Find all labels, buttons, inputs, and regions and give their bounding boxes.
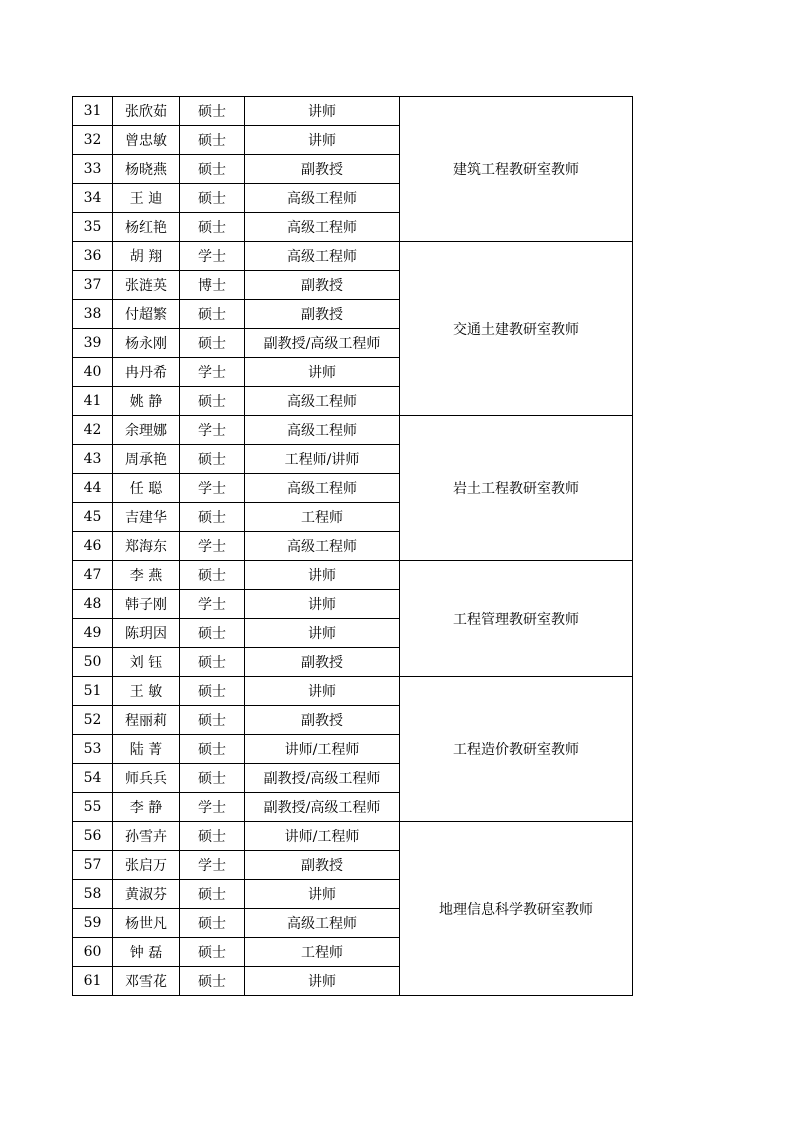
name-cell: 王 敏 — [113, 677, 180, 706]
title-cell: 讲师/工程师 — [245, 735, 400, 764]
title-cell: 讲师 — [245, 97, 400, 126]
name-cell: 李 燕 — [113, 561, 180, 590]
name-cell: 黄淑芬 — [113, 880, 180, 909]
row-number-cell: 48 — [73, 590, 113, 619]
name-cell: 李 静 — [113, 793, 180, 822]
title-cell: 工程师 — [245, 938, 400, 967]
department-cell: 岩土工程教研室教师 — [400, 416, 633, 561]
row-number-cell: 44 — [73, 474, 113, 503]
department-cell: 工程管理教研室教师 — [400, 561, 633, 677]
table-row — [73, 561, 633, 590]
name-cell: 杨晓燕 — [113, 155, 180, 184]
degree-cell: 学士 — [180, 793, 245, 822]
row-number-cell: 57 — [73, 851, 113, 880]
name-cell: 胡 翔 — [113, 242, 180, 271]
degree-cell: 硕士 — [180, 938, 245, 967]
row-number-cell: 45 — [73, 503, 113, 532]
title-cell: 高级工程师 — [245, 909, 400, 938]
title-cell: 副教授 — [245, 706, 400, 735]
degree-cell: 硕士 — [180, 677, 245, 706]
title-cell: 副教授 — [245, 271, 400, 300]
row-number-cell: 36 — [73, 242, 113, 271]
table-row — [73, 822, 633, 851]
title-cell: 讲师 — [245, 590, 400, 619]
title-cell: 讲师 — [245, 126, 400, 155]
row-number-cell: 31 — [73, 97, 113, 126]
degree-cell: 博士 — [180, 271, 245, 300]
name-cell: 杨红艳 — [113, 213, 180, 242]
name-cell: 张涟英 — [113, 271, 180, 300]
row-number-cell: 54 — [73, 764, 113, 793]
degree-cell: 硕士 — [180, 97, 245, 126]
row-number-cell: 42 — [73, 416, 113, 445]
degree-cell: 硕士 — [180, 155, 245, 184]
degree-cell: 学士 — [180, 851, 245, 880]
row-number-cell: 51 — [73, 677, 113, 706]
department-cell: 建筑工程教研室教师 — [400, 97, 633, 242]
title-cell: 讲师/工程师 — [245, 822, 400, 851]
title-cell: 副教授 — [245, 300, 400, 329]
name-cell: 吉建华 — [113, 503, 180, 532]
row-number-cell: 46 — [73, 532, 113, 561]
name-cell: 刘 钰 — [113, 648, 180, 677]
row-number-cell: 34 — [73, 184, 113, 213]
degree-cell: 硕士 — [180, 822, 245, 851]
row-number-cell: 55 — [73, 793, 113, 822]
title-cell: 高级工程师 — [245, 532, 400, 561]
name-cell: 张欣茹 — [113, 97, 180, 126]
name-cell: 冉丹希 — [113, 358, 180, 387]
name-cell: 陆 菁 — [113, 735, 180, 764]
name-cell: 钟 磊 — [113, 938, 180, 967]
name-cell: 程丽莉 — [113, 706, 180, 735]
title-cell: 副教授 — [245, 851, 400, 880]
title-cell: 讲师 — [245, 967, 400, 996]
title-cell: 工程师 — [245, 503, 400, 532]
degree-cell: 硕士 — [180, 213, 245, 242]
title-cell: 讲师 — [245, 561, 400, 590]
name-cell: 郑海东 — [113, 532, 180, 561]
row-number-cell: 41 — [73, 387, 113, 416]
name-cell: 任 聪 — [113, 474, 180, 503]
degree-cell: 硕士 — [180, 126, 245, 155]
name-cell: 张启万 — [113, 851, 180, 880]
title-cell: 高级工程师 — [245, 242, 400, 271]
name-cell: 姚 静 — [113, 387, 180, 416]
row-number-cell: 53 — [73, 735, 113, 764]
row-number-cell: 38 — [73, 300, 113, 329]
degree-cell: 硕士 — [180, 909, 245, 938]
row-number-cell: 49 — [73, 619, 113, 648]
name-cell: 曾忠敏 — [113, 126, 180, 155]
degree-cell: 学士 — [180, 532, 245, 561]
degree-cell: 硕士 — [180, 184, 245, 213]
row-number-cell: 59 — [73, 909, 113, 938]
title-cell: 高级工程师 — [245, 184, 400, 213]
degree-cell: 硕士 — [180, 329, 245, 358]
name-cell: 师兵兵 — [113, 764, 180, 793]
degree-cell: 学士 — [180, 242, 245, 271]
row-number-cell: 56 — [73, 822, 113, 851]
row-number-cell: 35 — [73, 213, 113, 242]
title-cell: 讲师 — [245, 880, 400, 909]
name-cell: 陈玥因 — [113, 619, 180, 648]
title-cell: 讲师 — [245, 358, 400, 387]
title-cell: 讲师 — [245, 677, 400, 706]
department-cell: 交通土建教研室教师 — [400, 242, 633, 416]
degree-cell: 硕士 — [180, 619, 245, 648]
degree-cell: 硕士 — [180, 706, 245, 735]
row-number-cell: 50 — [73, 648, 113, 677]
title-cell: 副教授/高级工程师 — [245, 764, 400, 793]
table-row — [73, 416, 633, 445]
name-cell: 付超繁 — [113, 300, 180, 329]
row-number-cell: 43 — [73, 445, 113, 474]
title-cell: 高级工程师 — [245, 416, 400, 445]
row-number-cell: 60 — [73, 938, 113, 967]
degree-cell: 硕士 — [180, 648, 245, 677]
title-cell: 副教授 — [245, 648, 400, 677]
table-row — [73, 97, 633, 126]
name-cell: 孙雪卉 — [113, 822, 180, 851]
title-cell: 讲师 — [245, 619, 400, 648]
name-cell: 邓雪花 — [113, 967, 180, 996]
row-number-cell: 40 — [73, 358, 113, 387]
name-cell: 杨世凡 — [113, 909, 180, 938]
table-row — [73, 242, 633, 271]
row-number-cell: 32 — [73, 126, 113, 155]
degree-cell: 硕士 — [180, 445, 245, 474]
degree-cell: 硕士 — [180, 967, 245, 996]
row-number-cell: 33 — [73, 155, 113, 184]
title-cell: 副教授/高级工程师 — [245, 793, 400, 822]
degree-cell: 学士 — [180, 590, 245, 619]
degree-cell: 硕士 — [180, 561, 245, 590]
table-row — [73, 677, 633, 706]
degree-cell: 硕士 — [180, 880, 245, 909]
degree-cell: 硕士 — [180, 300, 245, 329]
row-number-cell: 61 — [73, 967, 113, 996]
degree-cell: 硕士 — [180, 735, 245, 764]
row-number-cell: 37 — [73, 271, 113, 300]
staff-table — [72, 96, 633, 996]
name-cell: 杨永刚 — [113, 329, 180, 358]
name-cell: 余理娜 — [113, 416, 180, 445]
degree-cell: 硕士 — [180, 503, 245, 532]
degree-cell: 学士 — [180, 416, 245, 445]
row-number-cell: 39 — [73, 329, 113, 358]
title-cell: 高级工程师 — [245, 213, 400, 242]
name-cell: 周承艳 — [113, 445, 180, 474]
degree-cell: 学士 — [180, 358, 245, 387]
department-cell: 地理信息科学教研室教师 — [400, 822, 633, 996]
row-number-cell: 52 — [73, 706, 113, 735]
title-cell: 副教授 — [245, 155, 400, 184]
title-cell: 工程师/讲师 — [245, 445, 400, 474]
title-cell: 副教授/高级工程师 — [245, 329, 400, 358]
row-number-cell: 47 — [73, 561, 113, 590]
name-cell: 王 迪 — [113, 184, 180, 213]
row-number-cell: 58 — [73, 880, 113, 909]
department-cell: 工程造价教研室教师 — [400, 677, 633, 822]
degree-cell: 硕士 — [180, 387, 245, 416]
degree-cell: 学士 — [180, 474, 245, 503]
name-cell: 韩子刚 — [113, 590, 180, 619]
staff-table-body — [73, 97, 633, 996]
title-cell: 高级工程师 — [245, 387, 400, 416]
degree-cell: 硕士 — [180, 764, 245, 793]
title-cell: 高级工程师 — [245, 474, 400, 503]
